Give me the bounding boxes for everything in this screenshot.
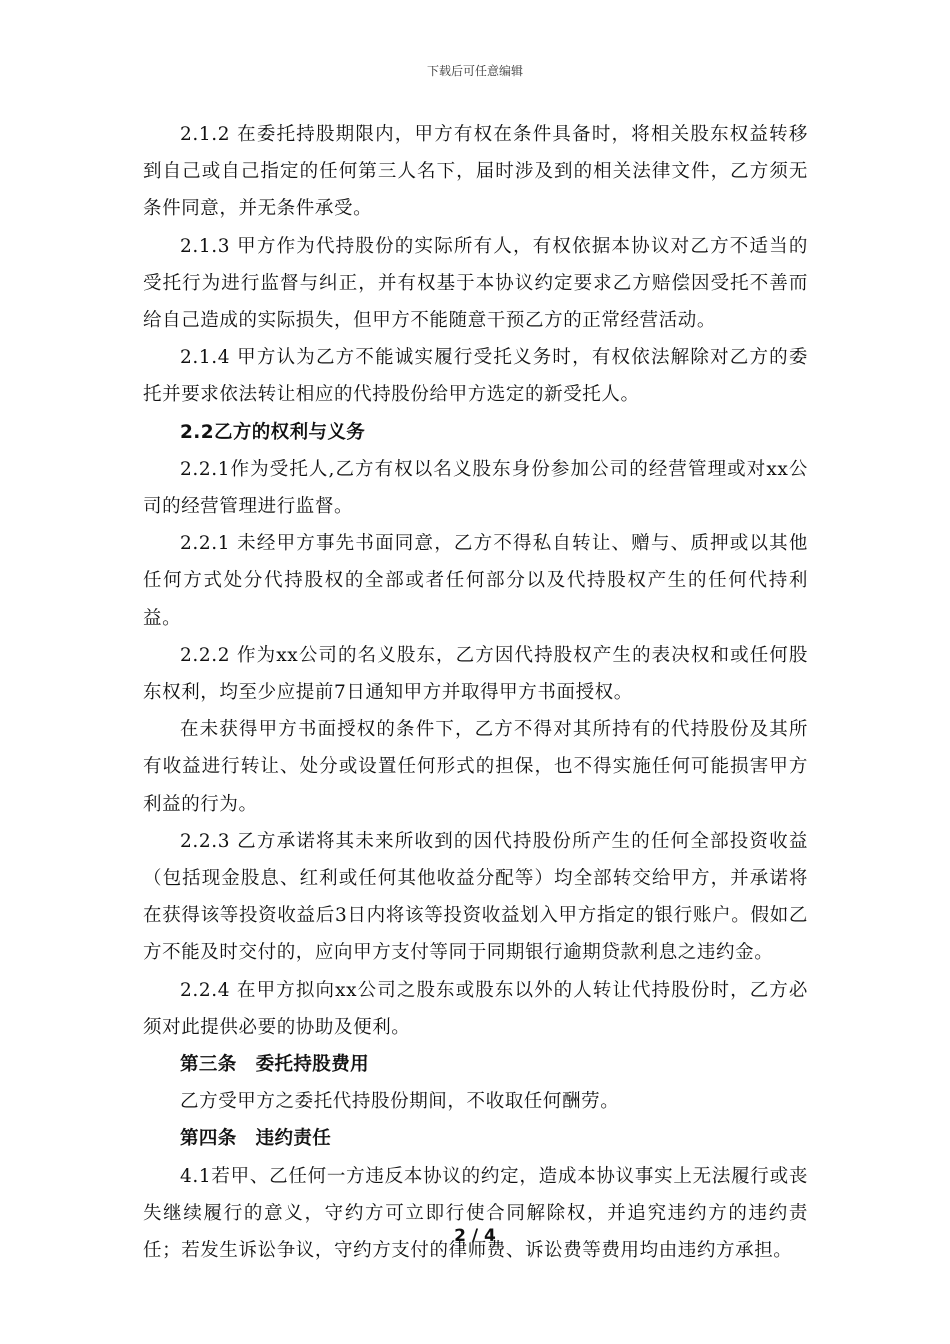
clause-2-1-3: 2.1.3 甲方作为代持股份的实际所有人，有权依据本协议对乙方不适当的受托行为进行监督与纠正，并有权基于本协议约定要求乙方赔偿因受托不善而给自己造成的实际损失，但甲方不能随意干预乙方的正常经营活动。 xyxy=(143,235,808,332)
page-header: 下载后可任意编辑 xyxy=(426,64,523,78)
section-heading-2-2: 2.2乙方的权利与义务 xyxy=(180,421,366,443)
clause-2-1-4: 2.1.4 甲方认为乙方不能诚实履行受托义务时，有权依法解除对乙方的委托并要求依法转让相应的代持股份给甲方选定的新受托人。 xyxy=(143,347,808,406)
clause-2-2-4: 2.2.4 在甲方拟向xx公司之股东或股东以外的人转让代持股份时，乙方必须对此提供必要的协助及便利。 xyxy=(143,979,808,1038)
clause-2-2-3: 2.2.3 乙方承诺将其未来所收到的因代持股份所产生的任何全部投资收益（包括现金股息、红利或任何其他收益分配等）均全部转交给甲方，并承诺将在获得该等投资收益后3日内将该等投资收益划入甲方指定的银行账户。假如乙方不能及时交付的，应向甲方支付等同于同期银行逾期贷款利息之违约金。 xyxy=(143,830,808,964)
clause-2-2-1a: 2.2.1作为受托人,乙方有权以名义股东身份参加公司的经营管理或对xx公司的经营管理进行监督。 xyxy=(143,458,808,518)
clause-2-2-1b: 2.2.1 未经甲方事先书面同意，乙方不得私自转让、赠与、质押或以其他任何方式处分代持股权的全部或者任何部分以及代持股权产生的任何代持利益。 xyxy=(143,533,808,629)
document-body xyxy=(143,116,808,1269)
article-3-text: 乙方受甲方之委托代持股份期间，不收取任何酬劳。 xyxy=(180,1091,620,1113)
article-4-heading: 第四条 违约责任 xyxy=(180,1128,332,1150)
clause-2-2-2: 2.2.2 作为xx公司的名义股东，乙方因代持股权产生的表决权和或任何股东权利，均至少应提前7日通知甲方并取得甲方书面授权。 xyxy=(143,644,808,704)
clause-4-1: 4.1若甲、乙任何一方违反本协议的约定，造成本协议事实上无法履行或丧失继续履行的意义，守约方可立即行使合同解除权，并追究违约方的违约责任；若发生诉讼争议，守约方支付的律师费、诉讼费等费用均由违约方承担。 xyxy=(143,1165,808,1262)
page-number: 2 / 4 xyxy=(454,1226,496,1246)
clause-2-1-2: 2.1.2 在委托持股期限内，甲方有权在条件具备时，将相关股东权益转移到自己或自己指定的任何第三人名下，届时涉及到的相关法律文件，乙方须无条件同意，并无条件承受。 xyxy=(143,124,808,220)
article-3-heading: 第三条 委托持股费用 xyxy=(180,1054,370,1076)
clause-2-2-2-continued: 在未获得甲方书面授权的条件下，乙方不得对其所持有的代持股份及其所有收益进行转让、处分或设置任何形式的担保，也不得实施任何可能损害甲方利益的行为。 xyxy=(143,719,808,815)
